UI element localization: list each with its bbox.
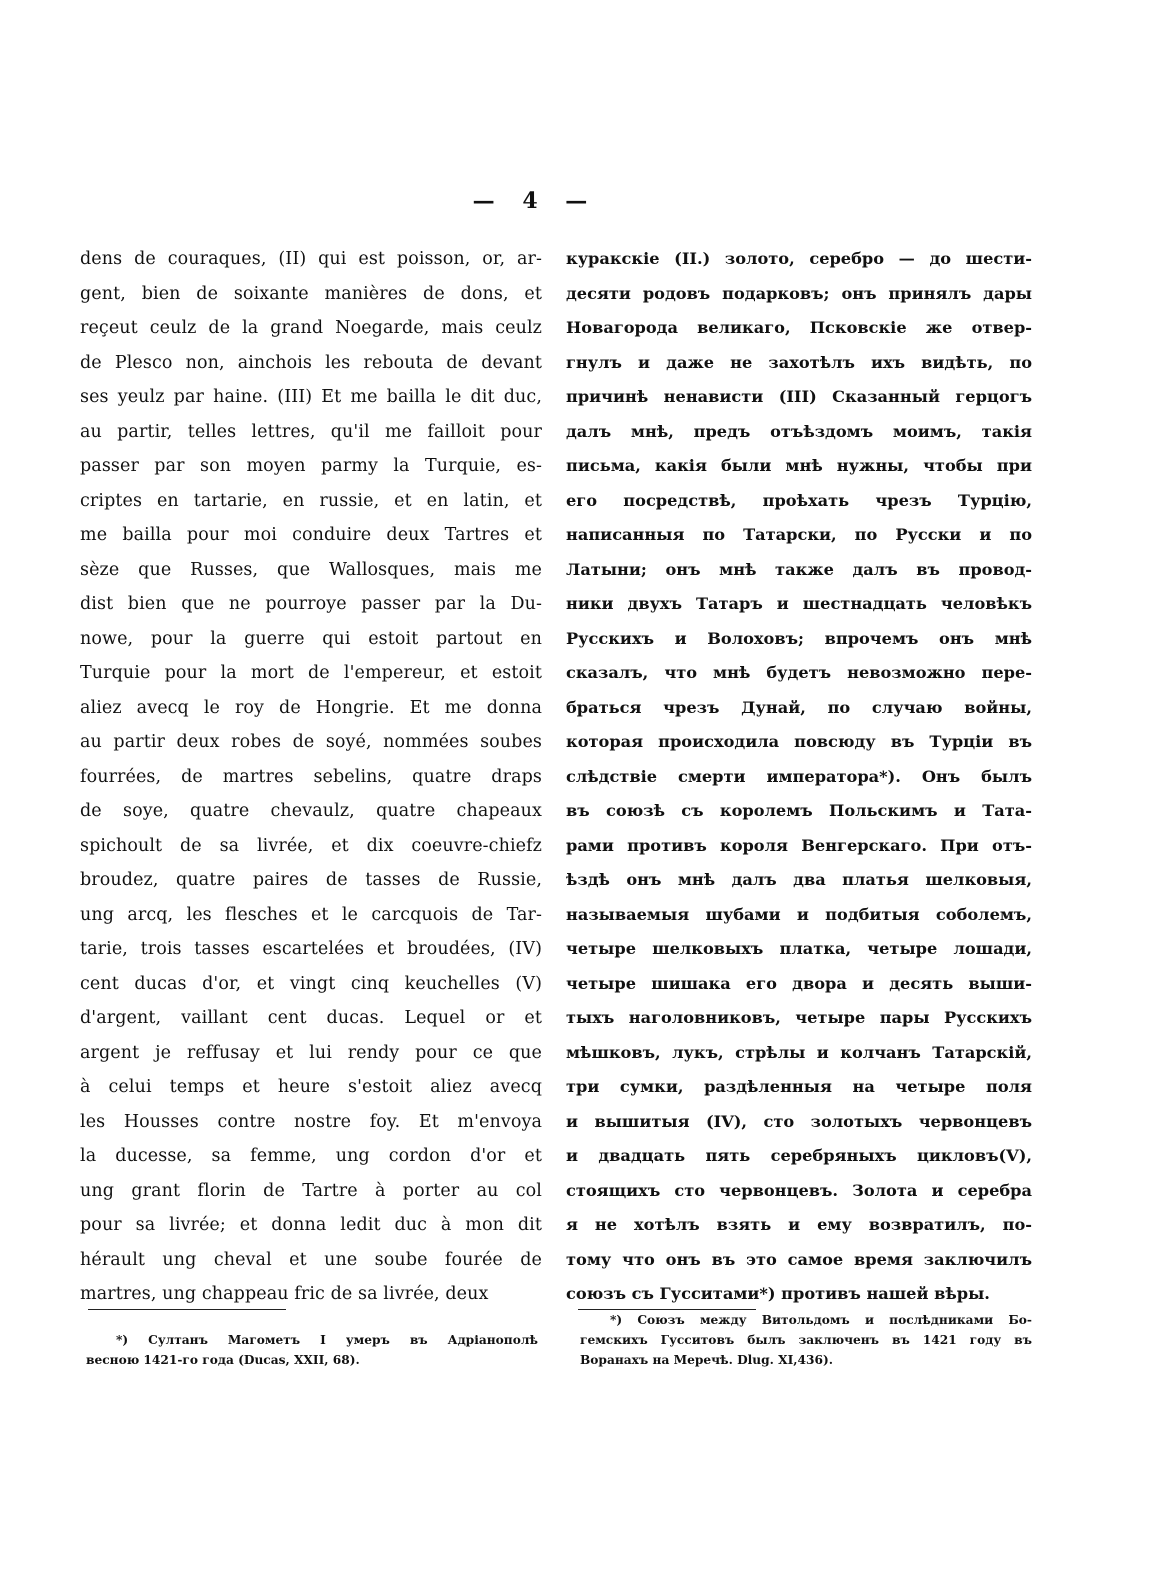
- russian-text-line: причинѣ ненависти (III) Сказанный герцогъ: [566, 387, 1032, 406]
- french-text-line: ung arcq, les flesches et le carcquois de Tar-: [80, 904, 542, 925]
- french-text-line: Turquie pour la mort de l'empereur, et estoit: [80, 663, 542, 683]
- french-text-line: dist bien que ne pourroye passer par la Du-: [80, 594, 542, 614]
- french-text-line: au partir deux robes de soyé, nommées soubes: [80, 732, 542, 752]
- russian-text-line: называемыя шубами и подбитыя соболемъ,: [566, 904, 1032, 924]
- russian-text-line: я не хотѣлъ взять и ему возвратилъ, по-: [566, 1215, 1032, 1234]
- french-text-line: nowe, pour la guerre qui estoit partout en: [80, 628, 542, 649]
- french-text-line: au partir, telles lettres, qu'il me failloit pour: [80, 421, 542, 442]
- russian-text-line: тыхъ наголовниковъ, четыре пары Русскихъ: [566, 1008, 1032, 1027]
- russian-text-line: куракскіе (II.) золото, серебро — до шести-: [566, 249, 1032, 268]
- russian-text-line: Русскихъ и Волоховъ; впрочемъ онъ мнѣ: [566, 628, 1032, 648]
- footnote-line: *) Союзъ между Витольдомъ и послѣдниками Бо-: [610, 1313, 1032, 1327]
- french-text-line: me bailla pour moi conduire deux Tartres et: [80, 525, 542, 545]
- russian-text-line: Латыни; онъ мнѣ также далъ въ провод-: [566, 559, 1032, 579]
- french-text-line: de Plesco non, ainchois les rebouta de devant: [80, 352, 542, 373]
- russian-text-line: рами противъ короля Венгерскаго. При отъ-: [566, 835, 1032, 855]
- russian-text-line: Новагорода великаго, Псковскіе же отвер-: [566, 318, 1032, 337]
- french-text-line: hérault ung cheval et une soube fourée de: [80, 1249, 542, 1270]
- russian-text-line: его посредствѣ, проѣхать чрезъ Турцію,: [566, 490, 1032, 510]
- russian-text-line: которая происходила повсюду въ Турціи въ: [566, 732, 1032, 751]
- russian-text-line: гнулъ и даже не захотѣлъ ихъ видѣть, по: [566, 352, 1032, 372]
- french-text-line: aliez avecq le roy de Hongrie. Et me donna: [80, 697, 542, 718]
- russian-text-line: мѣшковъ, лукъ, стрѣлы и колчанъ Татарскій,: [566, 1042, 1032, 1062]
- french-text-line: tarie, trois tasses escartelées et broudées, (IV): [80, 939, 542, 959]
- russian-text-line: въ союзѣ съ королемъ Польскимъ и Тата-: [566, 801, 1032, 820]
- french-text-line: reçeut ceulz de la grand Noegarde, mais ceulz: [80, 318, 542, 338]
- french-text-line: broudez, quatre paires de tasses de Russie,: [80, 870, 542, 890]
- french-text-line: d'argent, vaillant cent ducas. Lequel or et: [80, 1008, 542, 1028]
- french-text-line: ung grant florin de Tartre à porter au col: [80, 1180, 542, 1201]
- french-text-line: la ducesse, sa femme, ung cordon d'or et: [80, 1146, 542, 1166]
- right-footnote: [580, 1310, 1032, 1370]
- russian-text-line: браться чрезъ Дунай, по случаю войны,: [566, 697, 1032, 717]
- russian-text-line: ники двухъ Татаръ и шестнадцать человѣкъ: [566, 594, 1032, 613]
- russian-text-line: десяти родовъ подарковъ; онъ принялъ дары: [566, 283, 1032, 303]
- right-column-russian-text: [566, 242, 1032, 1312]
- russian-text-line: союзъ съ Гусситами*) противъ нашей вѣры.: [566, 1284, 990, 1303]
- left-footnote-divider: [88, 1309, 286, 1310]
- french-text-line: pour sa livrée; et donna ledit duc à mon dit: [80, 1215, 542, 1235]
- russian-text-line: и двадцать пять серебряныхъ цикловъ(V),: [566, 1146, 1032, 1165]
- russian-text-line: сказалъ, что мнѣ будетъ невозможно пере-: [566, 663, 1032, 682]
- russian-text-line: и вышитыя (IV), сто золотыхъ червонцевъ: [566, 1111, 1032, 1131]
- russian-text-line: написанныя по Татарски, по Русски и по: [566, 525, 1032, 544]
- french-text-line: spichoult de sa livrée, et dix coeuvre-chiefz: [80, 835, 542, 856]
- french-text-line: gent, bien de soixante manières de dons, et: [80, 283, 542, 304]
- footnote-line: весною 1421-го года (Ducas, XXII, 68).: [86, 1353, 360, 1367]
- russian-text-line: четыре шишака его двора и десять выши-: [566, 973, 1032, 993]
- french-text-line: fourrées, de martres sebelins, quatre draps: [80, 766, 542, 787]
- left-footnote: [86, 1330, 538, 1370]
- russian-text-line: слѣдствіе смерти императора*). Онъ былъ: [566, 766, 1032, 786]
- russian-text-line: четыре шелковыхъ платка, четыре лошади,: [566, 939, 1032, 958]
- french-text-line: sèze que Russes, que Wallosques, mais me: [80, 559, 542, 580]
- left-column-french-text: [80, 242, 542, 1312]
- page-number: — 4 —: [472, 188, 598, 214]
- french-text-line: à celui temps et heure s'estoit aliez avecq: [80, 1077, 542, 1097]
- russian-text-line: три сумки, раздѣленныя на четыре поля: [566, 1077, 1032, 1096]
- french-text-line: martres, ung chappeau fric de sa livrée, deux: [80, 1284, 489, 1304]
- russian-text-line: стоящихъ сто червонцевъ. Золота и серебра: [566, 1180, 1032, 1200]
- french-text-line: argent je reffusay et lui rendy pour ce que: [80, 1042, 542, 1063]
- french-text-line: les Housses contre nostre foy. Et m'envoya: [80, 1111, 542, 1132]
- french-text-line: dens de couraques, (II) qui est poisson, or, ar-: [80, 249, 542, 269]
- russian-text-line: далъ мнѣ, предъ отъѣздомъ моимъ, такія: [566, 421, 1032, 441]
- footnote-line: *) Султанъ Магометъ I умеръ въ Адріанополѣ: [116, 1333, 538, 1347]
- french-text-line: criptes en tartarie, en russie, et en latin, et: [80, 490, 542, 511]
- french-text-line: cent ducas d'or, et vingt cinq keuchelles (V): [80, 973, 542, 994]
- footnote-line: Воранахъ на Меречѣ. Dlug. XI,436).: [580, 1353, 833, 1367]
- footnote-line: гемскихъ Гусситовъ былъ заключенъ въ 1421 году въ: [580, 1333, 1032, 1347]
- russian-text-line: письма, какія были мнѣ нужны, чтобы при: [566, 456, 1032, 475]
- russian-text-line: тому что онъ въ это самое время заключилъ: [566, 1249, 1032, 1269]
- russian-text-line: ѣздѣ онъ мнѣ далъ два платья шелковыя,: [566, 870, 1032, 889]
- french-text-line: passer par son moyen parmy la Turquie, es-: [80, 456, 542, 476]
- french-text-line: de soye, quatre chevaulz, quatre chapeaux: [80, 801, 542, 821]
- french-text-line: ses yeulz par haine. (III) Et me bailla le dit duc,: [80, 387, 542, 407]
